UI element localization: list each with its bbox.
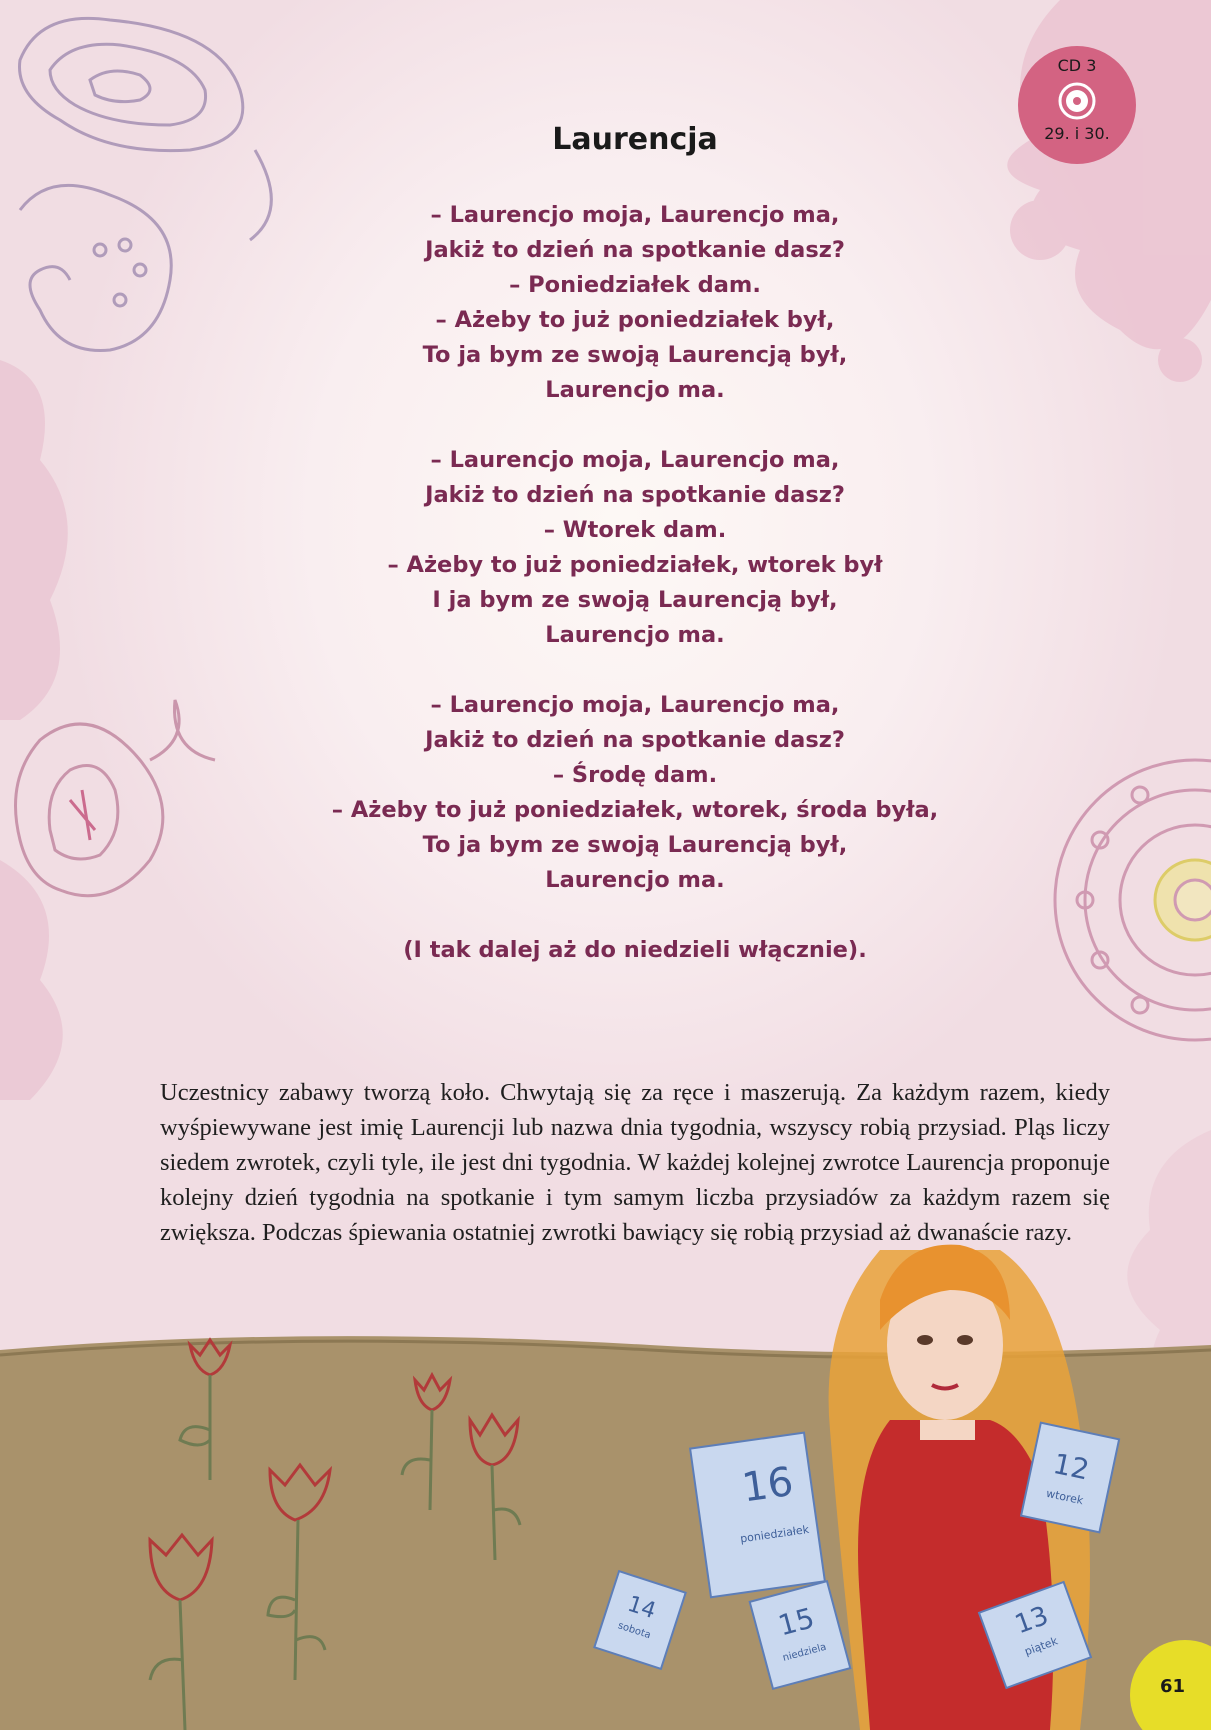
stanza-1 (0, 198, 1211, 408)
calendar-card-number: 16 (739, 1458, 797, 1512)
calendar-card-day: sobota (616, 1620, 653, 1642)
lyric-line: Laurencjo ma. (545, 622, 725, 648)
stanza-3 (0, 688, 1211, 898)
cd-disc-icon (1058, 82, 1096, 120)
lyric-line: – Laurencjo moja, Laurencjo ma, (430, 447, 840, 473)
lyric-line: – Ażeby to już poniedziałek był, (435, 307, 835, 333)
calendar-card-day: niedziela (781, 1641, 828, 1664)
cd-track-numbers: 29. i 30. (1044, 124, 1110, 143)
lyric-line: Jakiż to dzień na spotkanie dasz? (425, 237, 845, 263)
lyric-line: Jakiż to dzień na spotkanie dasz? (425, 727, 845, 753)
lyric-line: – Laurencjo moja, Laurencjo ma, (430, 692, 840, 718)
lyric-line: – Poniedziałek dam. (509, 272, 761, 298)
game-instructions: Uczestnicy zabawy tworzą koło. Chwytają się za ręce i maszerują. Za każdym razem, kiedy wyśpiewywane jest imię Laurencji lub nazwa dnia tygodnia, wszyscy robią przysiad. Pląs liczy siedem zwrotek, czyli tyle, ile jest dni tygodnia. W każdej kolejnej zwrotce Laurencja proponuje kolejny dzień tygodnia na spotkanie i tym samym liczba przysiadów za każdym razem się zwiększa. Podczas śpiewania ostatniej zwrotki bawiący się robią przysiad aż dwanaście razy. (160, 1079, 1110, 1246)
lyric-line: – Laurencjo moja, Laurencjo ma, (430, 202, 840, 228)
lyric-line: Laurencjo ma. (545, 867, 725, 893)
lyric-line: – Środę dam. (552, 762, 718, 788)
song-title: Laurencja (552, 122, 718, 157)
calendar-card-day: wtorek (1045, 1486, 1085, 1508)
lyric-line: To ja bym ze swoją Laurencją był, (422, 832, 848, 858)
calendar-card-day: piątek (1022, 1634, 1060, 1659)
lyric-line: Jakiż to dzień na spotkanie dasz? (425, 482, 845, 508)
stanza-2 (0, 443, 1211, 653)
cd-label: CD 3 (1057, 56, 1097, 75)
calendar-card-16 (720, 1456, 820, 1547)
lyric-line: To ja bym ze swoją Laurencją był, (422, 342, 848, 368)
lyric-line: – Wtorek dam. (543, 517, 727, 543)
page-number: 61 (1160, 1676, 1186, 1697)
lyric-line: – Ażeby to już poniedziałek, wtorek był (387, 552, 883, 578)
calendar-card-day: poniedziałek (739, 1522, 810, 1546)
lyric-line: Laurencjo ma. (545, 377, 725, 403)
song-note: (I tak dalej aż do niedzieli włącznie). (403, 937, 867, 963)
song-lyrics (0, 198, 1211, 968)
calendar-card-number: 15 (774, 1601, 818, 1643)
calendar-card-number: 12 (1050, 1446, 1093, 1487)
calendar-card-number: 13 (1011, 1600, 1053, 1641)
calendar-card-number: 14 (624, 1591, 659, 1625)
lyric-line: I ja bym ze swoją Laurencją był, (432, 587, 838, 613)
lyric-line: – Ażeby to już poniedziałek, wtorek, środa była, (331, 797, 939, 823)
